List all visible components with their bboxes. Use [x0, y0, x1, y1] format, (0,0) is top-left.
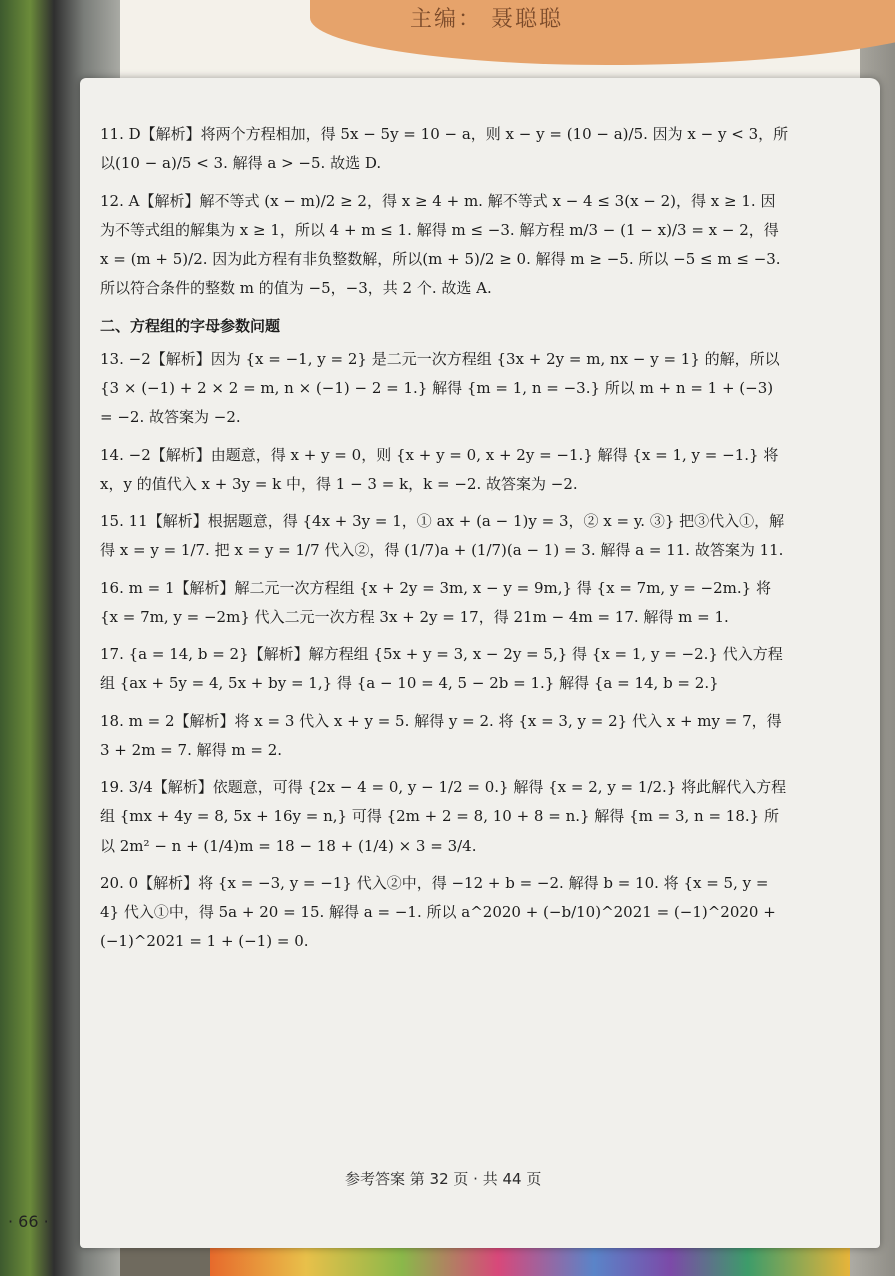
answer-item-15: 15. 11【解析】根据题意，得 {4x + 3y = 1，① ax + (a − 1)y = 3，② x = y. ③} 把③代入①，解得 x = y = 1/7. 把 x = y = 1/7 代入②，得 (1/7)a + (1/7)(a − 1) = 3. 解得 a = 11. 故答案为 11. — [100, 512, 785, 560]
answer-item-16: 16. m = 1【解析】解二元一次方程组 {x + 2y = 3m, x − y = 9m,} 得 {x = 7m, y = −2m.} 将 {x = 7m, y = −2m} 代入二元一次方程 3x + 2y = 17，得 21m − 4m = 17. 解得 m = 1. — [100, 578, 771, 626]
answer-item-20: 20. 0【解析】将 {x = −3, y = −1} 代入②中，得 −12 + b = −2. 解得 b = 10. 将 {x = 5, y = 4} 代入①中，得 5a + 20 = 15. 解得 a = −1. 所以 a^2020 + (−b/10)^2021 = (−1)^2020 + (−1)^2021 = 1 + (−1) = 0. — [100, 873, 776, 951]
answer-item-11: 11. D【解析】将两个方程相加，得 5x − 5y = 10 − a，则 x − y = (10 − a)/5. 因为 x − y < 3，所以(10 − a)/5 < 3. 解得 a > −5. 故选 D. — [100, 125, 789, 173]
cover-band — [310, 0, 895, 65]
answer-item-12: 12. A【解析】解不等式 (x − m)/2 ≥ 2，得 x ≥ 4 + m. 解不等式 x − 4 ≤ 3(x − 2)，得 x ≥ 1. 因为不等式组的解集为 x ≥ 1，所以 4 + m ≤ 1. 解得 m ≤ −3. 解方程 m/3 − (1 − x)/3 = x − 2，得 x = (m + 5)/2. 因为此方程有非负整数解，所以(m + 5)/2 ≥ 0. 解得 m ≥ −5. 所以 −5 ≤ m ≤ −3. 所以符合条件的整数 m 的值为 −5，−3，共 2 个. 故选 A. — [100, 191, 781, 298]
answer-item-17: 17. {a = 14, b = 2}【解析】解方程组 {5x + y = 3, x − 2y = 5,} 得 {x = 1, y = −2.} 代入方程组 {ax + 5y = 4, 5x + by = 1,} 得 {a − 10 = 4, 5 − 2b = 1.} 解得 {a = 14, b = 2.} — [100, 645, 783, 693]
page-number: · 66 · — [8, 1212, 49, 1231]
section-heading: 二、方程组的字母参数问题 — [100, 316, 281, 335]
answer-item-14: 14. −2【解析】由题意，得 x + y = 0，则 {x + y = 0, x + 2y = −1.} 解得 {x = 1, y = −1.} 将 x，y 的值代入 x + 3y = k 中，得 1 − 3 = k，k = −2. 故答案为 −2. — [100, 445, 779, 493]
answer-content — [100, 120, 790, 965]
editor-line: 主编： 聂聪聪 — [410, 7, 563, 32]
answer-item-19: 19. 3/4【解析】依题意，可得 {2x − 4 = 0, y − 1/2 = 0.} 解得 {x = 2, y = 1/2.} 将此解代入方程组 {mx + 4y = 8, 5x + 16y = n,} 可得 {2m + 2 = 8, 10 + 8 = n.} 解得 {m = 3, n = 18.} 所以 2m² − n + (1/4)m = 18 − 18 + (1/4) × 3 = 3/4. — [100, 778, 787, 855]
answer-item-13: 13. −2【解析】因为 {x = −1, y = 2} 是二元一次方程组 {3x + 2y = m, nx − y = 1} 的解，所以 {3 × (−1) + 2 × 2 = m, n × (−1) − 2 = 1.} 解得 {m = 1, n = −3.} 所以 m + n = 1 + (−3) = −2. 故答案为 −2. — [100, 349, 780, 427]
page-footer: 参考答案 第 32 页 · 共 44 页 — [345, 1170, 542, 1188]
answer-item-18: 18. m = 2【解析】将 x = 3 代入 x + y = 5. 解得 y = 2. 将 {x = 3, y = 2} 代入 x + my = 7，得 3 + 2m = 7. 解得 m = 2. — [100, 711, 782, 759]
